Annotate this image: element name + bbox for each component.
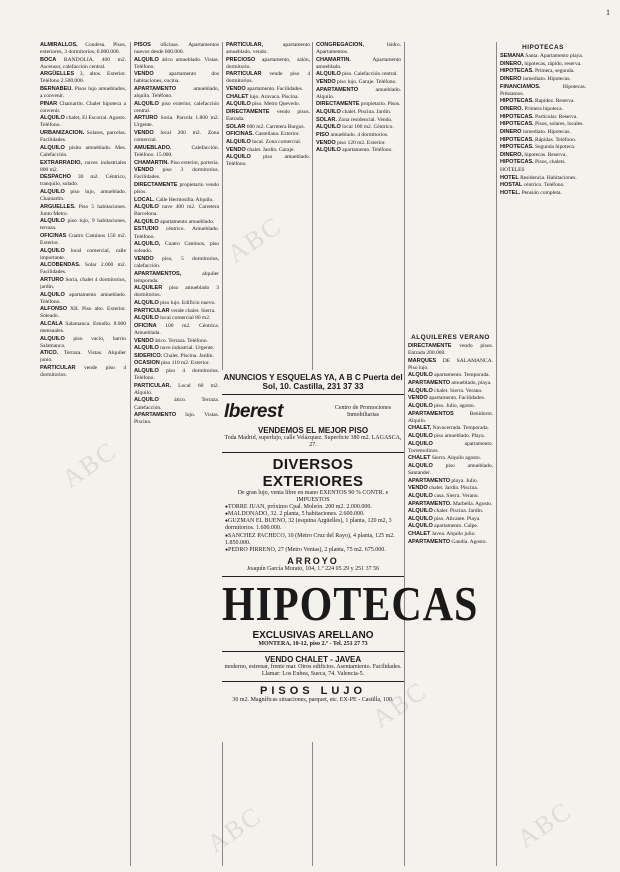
classified-ad-keyword: PARTICULAR, [226, 42, 263, 48]
classified-ad: ALQUILO apartamento. Calpe. [408, 523, 479, 530]
classified-ad: BERNABEU. Pisos lujo amueblados, a convenir. [40, 86, 126, 100]
classified-ad-keyword: ALQUILO [408, 387, 433, 394]
arroyo-heading: ARROYO [287, 556, 339, 567]
classified-ad-keyword: VENDO [408, 395, 428, 402]
classified-ad-keyword: OFICINA [134, 322, 157, 329]
classified-ad-keyword: HIPOTECAS. [500, 68, 534, 75]
classified-ad-keyword: ALQUILO [408, 402, 433, 409]
diversos-list [222, 504, 404, 554]
diversos-item: ● GUZMAN EL BUENO, 32 (esquina Argüelles), 1 planta, 120 m2, 3 dormitorios. 1.600.000. [225, 518, 401, 532]
classified-ad: ALQUILO chalet. Piscina. Jardín. [408, 508, 484, 515]
abc-watermark: ABC [366, 675, 433, 734]
classified-ad-keyword: EXTRARRADIO, [40, 159, 82, 166]
ad-divider [222, 452, 404, 453]
classified-ad: PINAR Chamartín. Chalet hipoteca a convenir. [40, 100, 126, 114]
classified-ad: AMUEBLADO. Calefacción. Teléfono. 15.000. [134, 144, 219, 158]
classified-ad-keyword: ALCALA [40, 321, 63, 328]
classified-ad: ALQUILO piso amueblado, Santander. [408, 462, 493, 476]
classified-ad: ALQUILO piso. Julio, agosto. [408, 402, 475, 409]
classified-ad-keyword: DINERO [500, 128, 522, 135]
classified-ad: ALQUILER piso amueblado 3 dormitorios. [134, 285, 219, 299]
column-rule [130, 42, 131, 866]
classified-ad: VENDO chalet. Jardín. Garaje. [226, 146, 295, 153]
classified-ad: DESPACHO 30 m2. Céntrico, tranquilo, solado. [40, 174, 126, 188]
classified-ad-keyword: ALQUILO [134, 368, 159, 375]
vendemos-heading: VENDEMOS EL MEJOR PISO [257, 425, 369, 435]
ad-divider [222, 651, 404, 652]
classified-ad-keyword: PARTICULAR. [134, 382, 171, 389]
classified-ad: ALQUILO piso lujo, 9 habitaciones, terraza. [40, 218, 126, 232]
classified-ad-keyword: ALQUILO [134, 56, 159, 63]
classified-ad-keyword: ALQUILO [134, 345, 159, 352]
classified-ad-keyword: ALQUILO [226, 138, 251, 145]
classified-ad: APARTAMENTO amueblado, playa. [408, 380, 492, 387]
vendemos-detail: Toda Madrid, superlujo, calle Velázquez. Superficie 380 m2. LAGASCA, 27. [224, 434, 402, 448]
classified-ad: ALQUILO piso. Metro Quevedo. [226, 101, 300, 108]
page-number: 1 [606, 8, 610, 17]
diversos-item: ● SANCHEZ PACHECO, 10 (Metro Cruz del Rayo), 4 planta, 125 m2. 1.850.000. [225, 533, 401, 547]
classified-ad-keyword: CHALET [408, 531, 431, 538]
classified-ad-keyword: ARTURO [134, 115, 158, 122]
classified-ad: ALQUILO chalet, El Escorial. Agosto. Teléfono. [40, 115, 126, 129]
classified-ad-keyword: VENDO [316, 139, 336, 146]
classified-ad: HIPOTECAS. Primera, segunda. [500, 68, 575, 75]
classified-ad: CHALET Javea. Alquilo julio. [408, 531, 476, 538]
classified-ad-keyword: APARTAMENTO [316, 86, 359, 93]
classified-ad-keyword: OFICINAS [40, 232, 67, 239]
abc-watermark: ABC [56, 435, 123, 494]
classified-ad: ALCOBENDAS. Solar 2.000 m2. Facilidades. [40, 262, 126, 276]
classified-ad: ATICO. Terraza. Vistas. Alquiler junio. [40, 350, 126, 364]
classified-ad: DINERO, hipotecas, rápido, reserva. [500, 60, 582, 67]
classified-ad: SOLAR. Zona residencial. Vendo. [316, 116, 393, 123]
diversos-subtitle: De gran lujo, venta libre en mano EXENTOS 90 % CONTR. e IMPUESTOS [237, 489, 389, 503]
classified-ad: ALQUILO piso vacío, barrio Salamanca. [40, 335, 126, 349]
classified-ad-keyword: PISOS [134, 42, 151, 48]
classified-ad-keyword: BERNABEU. [40, 86, 73, 93]
classified-ad-keyword: ALQUILO [226, 154, 251, 161]
classified-ad-keyword: SIDERICO. [134, 352, 163, 359]
classified-ad: CHALET, Navacerrada. Temporada. [408, 425, 489, 432]
classified-ad: VENDO chalet. Jardín. Piscina. [408, 485, 478, 492]
pisos-detail: 30 m2. Magníficas situaciones, parquet, etc. EX-PE - Castilla, 100. [232, 697, 394, 704]
classified-ad-keyword: ALQUILO [134, 100, 159, 107]
classified-ad: OFICINAS. Castellana. Exterior. [226, 131, 300, 138]
classified-ad-keyword: BOCA [40, 56, 57, 63]
column-paragraphs [134, 42, 219, 426]
classified-ad: HOSTAL céntrico. Teléfono. [500, 182, 565, 189]
classified-ad-keyword: VENDO [316, 79, 336, 86]
classified-ad: VENDO apartamento. Facilidades. [226, 86, 304, 93]
classified-ad-keyword: APARTAMENTO. [408, 500, 452, 507]
classified-ad: ALQUILO piso amueblado. Playa. [408, 432, 485, 439]
classified-ad: ARGÜELLES 3, altos. Exterior. Teléfono 2.500.000. [40, 71, 126, 85]
classified-ad: DIRECTAMENTE vendo pisos. Entrada 200.000. [408, 343, 493, 357]
classified-ad-keyword: ALQUILO [408, 462, 433, 469]
classified-column-5 [408, 42, 493, 866]
classified-ad-keyword: OFICINAS. [226, 131, 254, 138]
column-paragraphs [40, 42, 126, 379]
abc-watermark: ABC [511, 795, 578, 854]
classified-ad: ALQUILO piso 4 dormitorios. Teléfono. [134, 368, 219, 382]
classified-ad-keyword: ALQUILO [40, 115, 65, 122]
column-rule [496, 42, 497, 866]
ad-divider [222, 681, 404, 682]
classified-ad: HIPOTECAS. Segunda hipoteca. [500, 144, 576, 151]
iberest-logo: Iberest [224, 400, 283, 422]
classified-ad-keyword: VENDO [134, 71, 154, 78]
classified-column-4 [316, 42, 401, 368]
classified-ad-keyword: ALQUILO [316, 108, 341, 115]
classified-ad: ALQUILO casa. Sierra. Verano. [408, 492, 479, 499]
classified-ad-keyword: ALQUILO [134, 218, 159, 225]
classified-ad-keyword: APARTAMENTOS [408, 410, 454, 417]
column-paragraphs [226, 42, 310, 168]
column-paragraphs [500, 53, 586, 197]
chalet-detail: moderno, estrenar, frente mar. Otros edificios. Asentamiento. Facilidades. Llamar: Los Eubea, Sueca, 74. Valencia-5. [224, 664, 402, 678]
classified-ad-keyword: CHALET [226, 93, 249, 100]
classified-ad: DIRECTAMENTE propietario. Pisos. [316, 101, 401, 108]
classified-ad-keyword: ALQUILO [40, 291, 65, 298]
classified-ad-keyword: ARGÜELLES [40, 71, 75, 78]
classified-ad: DINERO inmediato. Hipotecas. [500, 75, 571, 82]
classified-ad: OFICINAS Cuatro Caminos 150 m2. Exterior. [40, 232, 126, 246]
classified-ad-keyword: SOLAR [226, 123, 246, 130]
classified-ad-keyword: DIRECTAMENTE [316, 101, 360, 108]
classified-ad: ALQUILO piso. Calefacción central. [316, 71, 398, 78]
iberest-tagline: Centro de Promociones Inmobiliarias [334, 404, 392, 418]
classified-ad-keyword: DIRECTAMENTE [134, 181, 178, 188]
classified-ad-keyword: ALQUILO [316, 71, 341, 78]
classified-ad-keyword: ARGUELLES. [40, 203, 76, 210]
classified-ad: PISO amueblado. 4 dormitorios. [316, 131, 389, 138]
classified-ad: ALQUILO chalet. Sierra. Verano. [408, 387, 483, 394]
classified-ad: ALQUILO piso exterior, calefacción central. [134, 100, 219, 114]
classified-ad: ALQUILO local. Zona comercial. [226, 138, 302, 145]
classified-ad-keyword: ALQUILO [408, 440, 433, 447]
classified-ad: ALQUILO apartamento. Temporada. [408, 372, 490, 379]
classified-ad: HOTEL. Pensión completa. [500, 189, 562, 196]
classified-ad-keyword: ESTUDIO [134, 226, 159, 233]
classified-ad-keyword: HOTEL. [500, 189, 521, 196]
classified-ad: APARTAMENTOS, alquiler temporada. [134, 270, 219, 284]
classified-ad: DIRECTAMENTE vendo pisos. Entrada. [226, 108, 310, 123]
classified-ad-keyword: URBANIZACION. [40, 130, 85, 137]
classified-ad: FINANCIAMOS. Hipotecas. Préstamos. [500, 83, 586, 97]
classified-ad-keyword: VENDO [226, 86, 246, 93]
classified-ad: VENDO piso 3 dormitorios. Facilidades. [134, 167, 219, 181]
column-paragraphs [316, 42, 401, 154]
classified-ad: HIPOTECAS. Particular. Reserva. [500, 113, 578, 120]
classified-ad: VENDO apartamento. Facilidades. [408, 395, 486, 402]
classified-ad: PARTICULAR vende chalet. Sierra. [134, 307, 216, 314]
classified-ad-keyword: OCASION [134, 360, 160, 367]
classified-ad-keyword: HOTEL [500, 174, 519, 181]
classified-ad-keyword: CHALET [408, 455, 431, 462]
classified-ad: APARTAMENTO. Marbella. Agosto. [408, 500, 493, 507]
classified-ad: OCASION piso 110 m2. Exterior. [134, 360, 210, 367]
classified-ad: OFICINA 100 m2. Céntrica. Amueblada. [134, 322, 219, 336]
classified-ad-keyword: ALQUILO [408, 523, 433, 530]
classified-ad-keyword: ALCOBENDAS. [40, 262, 81, 269]
column-rule [404, 42, 405, 866]
classified-ad: ALQUILO piso lujo, amueblado. Chamartín. [40, 188, 126, 202]
classified-ad: ALQUILO piso amueblado. Teléfono. [226, 154, 310, 168]
classified-ad: ALQUILO local 100 m2. Céntrico. [316, 124, 394, 131]
classified-ad-keyword: ALQUILO [134, 204, 159, 211]
classified-ad: ALQUILO apartamento. Teléfono. [316, 147, 393, 154]
classified-ad: SIDERICO. Chalet. Piscina. Jardín. [134, 352, 214, 359]
classified-ad: APARTAMENTO amueblado. Alquilo. [316, 86, 401, 100]
classified-ad-keyword: APARTAMENTO [408, 538, 451, 545]
classified-ad: APARTAMENTO lujo. Vistas. Piscina. [134, 412, 219, 426]
classified-ad: SEMANA Santa. Apartamento playa. [500, 53, 584, 60]
classified-ad-keyword: ALQUILO [408, 372, 433, 379]
classified-ad: VENDO piso lujo. Garaje. Teléfono. [316, 79, 397, 86]
classified-ad: ESTUDIO céntrico. Amueblado. Teléfono. [134, 226, 219, 240]
classified-ad: VENDO ático. Terraza. Teléfono. [134, 337, 208, 344]
classified-ad-keyword: SEMANA [500, 53, 524, 60]
classified-ad-keyword: CHAMARTIN. [316, 56, 351, 63]
diversos-item: ● PEDRO PIRRENO, 27 (Metro Ventas), 2 planta, 75 m2. 675.000. [225, 547, 401, 554]
classified-ad: DINERO inmediato. Hipotecas. [500, 128, 571, 135]
classified-ad-keyword: ALFONSO [40, 306, 67, 313]
classified-ad-keyword: SOLAR. [316, 116, 337, 123]
classified-ad: ALQUILO piso lujo. Edificio nuevo. [134, 299, 216, 306]
classified-ad: HIPOTECAS. Pisos, chalets. [500, 159, 566, 166]
classified-ad: SOLAR 600 m2. Carretera Burgos. [226, 123, 305, 130]
classified-ad-keyword: PINAR [40, 100, 58, 107]
classified-ad-keyword: ALQUILO [40, 188, 65, 195]
classified-ad-keyword: CHALET, [408, 425, 432, 432]
classified-ad-keyword: VENDO [134, 337, 154, 344]
classified-ad: HIPOTECAS. Pisos, solares, locales. [500, 121, 584, 128]
classified-ad-keyword: ALQUILO [316, 124, 341, 131]
classified-ad: ARGUELLES. Piso 5 habitaciones. Junto Metro. [40, 203, 126, 217]
classified-ad: CHAMARTIN. Apartamento amueblado. [316, 56, 401, 70]
classified-ad-keyword: HIPOTECAS. [500, 159, 534, 166]
classified-ad: CHALET Sierra. Alquilo agosto. [408, 455, 481, 462]
classified-ad-keyword: HIPOTECAS. [500, 121, 534, 128]
classified-ad-keyword: ALQUILO [226, 101, 251, 108]
classified-ad: DINERO, hipotecas. Reserva. [500, 151, 567, 158]
classified-ad: ALQUILO pisito amueblado. Mes. Calefacción. [40, 144, 126, 158]
pisos-heading: PISOS LUJO [259, 685, 367, 698]
classified-ad: APARTAMENTOS Benidorm. Alquilo. [408, 410, 493, 424]
classified-ad-keyword: DIRECTAMENTE [408, 343, 452, 350]
column-paragraphs [408, 343, 493, 546]
classified-ad: ALQUILO piso. Alicante. Playa. [408, 515, 481, 522]
classified-ad-keyword: VENDO [226, 146, 246, 153]
classified-ad-keyword: ALQUILO [40, 335, 65, 342]
classified-ad-keyword: LOCAL. [134, 196, 155, 203]
classified-ad: ALQUILO ático amueblado. Vistas. Teléfono. [134, 56, 219, 70]
classified-ad-keyword: PARTICULAR [134, 307, 170, 314]
classified-ad: PRECIOSO apartamento, salón, dormitorio. [226, 56, 310, 70]
chalet-heading: VENDO CHALET - JAVEA [264, 655, 362, 665]
classified-column-3 [226, 42, 310, 368]
classified-ad-keyword: ALQUILO [134, 397, 159, 404]
classified-ad-keyword: ALQUILO [40, 218, 65, 225]
classified-ad-keyword: PISO [316, 131, 330, 138]
classified-ad: CHALET lujo. Aravaca. Piscina. [226, 93, 299, 100]
classified-ad: VENDO local 200 m2. Zona comercial. [134, 130, 219, 144]
classified-ad: CHAMARTIN. Piso exterior, portería. [134, 159, 219, 166]
classified-ad-keyword: ATICO. [40, 350, 59, 357]
hipotecas-banner: HIPOTECAS [222, 578, 479, 632]
classified-ad: HOTEL Residencia. Habitaciones. [500, 174, 577, 181]
classified-ad: ALQUILO nave industrial. Urgente. [134, 345, 215, 352]
classified-ad: ALFONSO XII. Piso alto. Exterior. Soleado. [40, 306, 126, 320]
classified-ad-keyword: ALQUILO [408, 492, 433, 499]
classified-ad-keyword: APARTAMENTO [134, 412, 177, 419]
classified-ad: ALQUILO apartamento amueblado. Teléfono. [40, 291, 126, 305]
classified-ad: CONGREGACION, Isidro. Apartamentos. [316, 42, 401, 56]
abc-watermark: ABC [221, 210, 288, 269]
classified-ad: ALQUILO nave 400 m2. Carretera Barcelona. [134, 204, 219, 218]
classified-ad: HOTELES [500, 167, 525, 174]
classified-ad: ARTURO Soria. Parcela 1.800 m2. Urgente. [134, 115, 219, 129]
classified-ad: ALQUILO local comercial, calle importante. [40, 247, 126, 261]
classified-ad-keyword: APARTAMENTO [134, 86, 177, 93]
classified-ad-keyword: HIPOTECAS. [500, 136, 534, 143]
ads-header: ANUNCIOS Y ESQUELAS YA, A B C Puerta del Sol, 10. Castilla, 231 37 33 [222, 370, 404, 395]
classified-ad: BOCA RANDOLIA. 400 m2. Ascensor, calefacción central. [40, 56, 126, 70]
classified-ad: APARTAMENTO playa. Julio. [408, 477, 478, 484]
classified-ad-keyword: CHAMARTIN. [134, 159, 169, 166]
classified-ad: ALQUILO local comercial 80 m2. [134, 315, 211, 322]
classified-ad: ALQUILO, Cuatro Caminos, piso soleado. [134, 241, 219, 255]
classified-ad-keyword: DESPACHO [40, 174, 71, 181]
classified-ad-keyword: ALQUILO [316, 147, 341, 154]
classified-ad-keyword: VENDO [134, 130, 154, 137]
classified-column-6 [500, 42, 586, 866]
classified-ad-keyword: APARTAMENTO [408, 380, 451, 387]
classified-ad: PARTICULAR vende piso 4 dormitorios. [226, 71, 310, 85]
classified-ad-keyword: DINERO, [500, 151, 523, 158]
classified-ad-keyword: ALQUILO [408, 515, 433, 522]
classified-ad-keyword: ALQUILER [134, 285, 163, 292]
classified-ad-keyword: DINERO, [500, 60, 523, 67]
classified-ad: EXTRARRADIO, naves industriales 800 m2. [40, 159, 126, 173]
classified-ad: ALQUILO ático. Terraza. Calefacción. [134, 397, 219, 411]
classified-ad-keyword: FINANCIAMOS. [500, 83, 541, 90]
classified-ad: ALMIRALLOS, Condesa. Pisos, exteriores, 3 dormitorios, 6.000.000. [40, 42, 126, 56]
classified-ad: ARTURO Soria, chalet 4 dormitorios, jardín. [40, 277, 126, 291]
classified-ad: APARTAMENTO Gandía. Agosto. [408, 538, 487, 545]
classified-ad-keyword: ALQUILO [134, 315, 159, 322]
classified-ad-keyword: APARTAMENTOS, [134, 270, 182, 277]
classified-ad-keyword: CONGREGACION, [316, 42, 364, 48]
classified-ad-keyword: HIPOTECAS. [500, 144, 534, 151]
section-heading: ALQUILERES VERANO [411, 334, 490, 341]
classified-ad-keyword: VENDO [134, 255, 154, 262]
classified-ad-keyword: ALQUILO, [134, 241, 161, 248]
classified-ad-keyword: PARTICULAR [40, 365, 76, 372]
classified-ad: PISOS oficinas. Apartamentos nuevos desde 600.000. [134, 42, 219, 56]
arroyo-detail: Joaquín García Morato, 104, 1.º 224 05 29 y 251 37 56 [246, 566, 380, 573]
classified-ad-keyword: PARTICULAR [226, 71, 262, 78]
diversos-item: ● MALDONADO, 32. 2 planta, 5 habitaciones. 2.600.000. [225, 511, 401, 518]
classified-ad: DINERO. Primera hipoteca. [500, 105, 563, 112]
classified-ad: PARTICULAR. Local 60 m2. Alquilo. [134, 382, 219, 396]
classified-ad: DIRECTAMENTE propietario vendo pisos. [134, 181, 219, 195]
classified-ad-keyword: MARQUES [408, 357, 437, 364]
classified-ad-keyword: ALQUILO [40, 247, 65, 254]
classified-ad: VENDO apartamento dos habitaciones, cocina. [134, 71, 219, 85]
classified-ad-keyword: ARTURO [40, 277, 64, 283]
classified-ad: ALQUILO apartamento. Torremolinos. [408, 440, 493, 454]
classified-ad: VENDO piso 120 m2. Exterior. [316, 139, 386, 146]
classified-ad-keyword: ALQUILO [408, 508, 433, 515]
classified-ad: ALQUILO chalet. Piscina. Jardín. [316, 108, 392, 115]
classified-ad: PARTICULAR, apartamento amueblado, vendo. [226, 42, 310, 56]
classified-ad-keyword: HIPOTECAS. [500, 98, 534, 105]
exclusivas-detail: MONTERA, 10-12, piso 2.º - Tel. 251 27 73 [258, 641, 368, 648]
classified-ad-keyword: AMUEBLADO. [134, 144, 172, 151]
iberest-ad [222, 395, 404, 426]
classified-ad-keyword: ALMIRALLOS, [40, 42, 78, 48]
classified-ad-keyword: DIRECTAMENTE [226, 108, 270, 115]
classified-ad: ALCALA Salamanca. Estudio. 8.000 mensuales. [40, 321, 126, 335]
exclusivas-heading: EXCLUSIVAS ARELLANO [252, 630, 374, 642]
classified-ad: ALQUILO apartamento amueblado. [134, 218, 215, 225]
classified-ad-keyword: ALQUILO [408, 432, 433, 439]
classified-ad: HIPOTECAS. Rapidez. Reserva. [500, 98, 575, 105]
classified-ad: LOCAL. Calle Hermosilla. Alquilo. [134, 196, 214, 203]
classified-ad: MARQUES DE SALAMANCA. Piso lujo. [408, 357, 493, 371]
classified-ad-keyword: VENDO [408, 485, 428, 492]
classified-ad: PARTICULAR vende piso 4 dormitorios. [40, 365, 126, 379]
classified-column-2 [134, 42, 219, 866]
section-heading: HIPOTECAS [522, 44, 564, 51]
classified-ad-keyword: APARTAMENTO [408, 477, 451, 484]
classified-ad-keyword: DINERO [500, 75, 522, 82]
classified-ad-keyword: HOSTAL [500, 182, 523, 189]
classified-ad: URBANIZACION. Solares, parcelas. Facilidades. [40, 130, 126, 144]
classified-ad-keyword: ALQUILO [40, 144, 65, 151]
classified-ad: VENDO piso, 5 dormitorios, calefacción. [134, 255, 219, 269]
classified-ad-keyword: PRECIOSO [226, 56, 256, 63]
classified-ad: APARTAMENTO amueblado, alquilo. Teléfono. [134, 86, 219, 100]
abc-watermark: ABC [201, 800, 268, 859]
classified-ad-keyword: ALQUILO [134, 299, 159, 306]
classified-ad: HIPOTECAS. Rápidas. Teléfono. [500, 136, 577, 143]
diversos-item: ● TORRE JUAN, próximo Cpal. Moleón. 200 m2. 2.000.000. [225, 504, 401, 511]
classified-ad-keyword: HIPOTECAS. [500, 113, 534, 120]
classified-ad-keyword: VENDO [134, 167, 154, 174]
diversos-title: DIVERSOS EXTERIORES [262, 455, 364, 490]
classified-ad-keyword: DINERO. [500, 105, 523, 112]
